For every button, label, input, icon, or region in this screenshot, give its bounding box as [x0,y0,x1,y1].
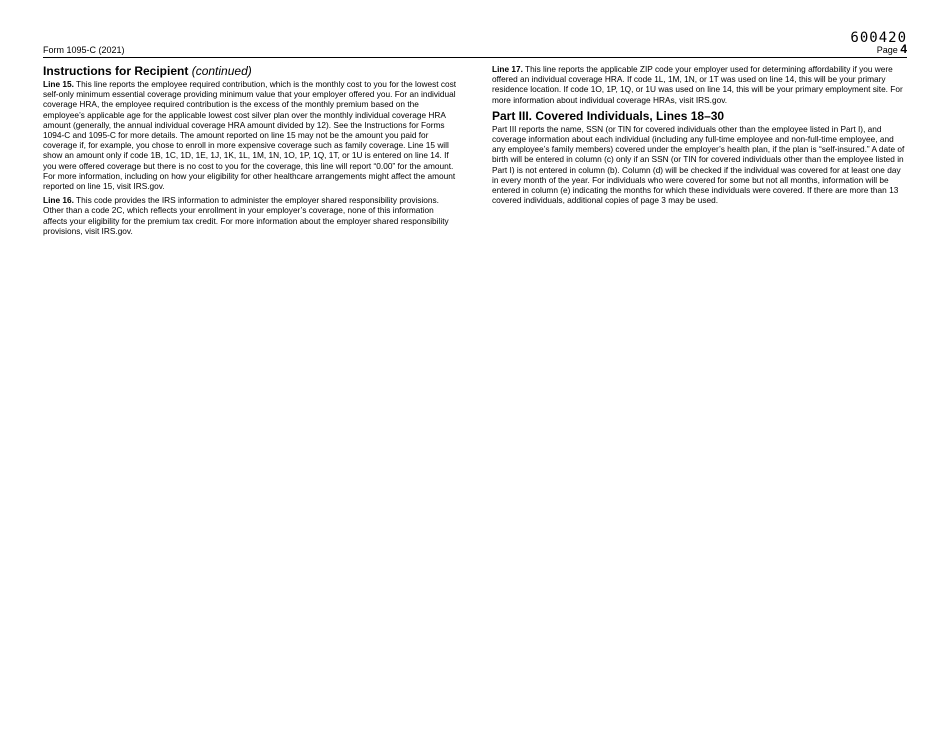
page-indicator [877,42,907,56]
line-17-label: Line 17. [492,64,523,74]
paragraph-line-16 [43,195,457,236]
page-label: Page [876,45,898,55]
section-heading-instructions [43,64,457,78]
line-15-text: This line reports the employee required contribution, which is the monthly cost to you for the lowest cost self-only minimum essential coverage providing minimum value that your employer offered you. For an individual coverage HRA, the employee required contribution is the excess of the monthly premium based on the employee’s applicable age for the applicable lowest cost silver plan over the monthly individual coverage HRA amount (generally, the annual individual coverage HRA amount divided by 12). See the Instructions for Forms 1094-C and 1095-C for more details. The amount reported on line 15 may not be the amount you paid for coverage if, for example, you chose to enroll in more expensive coverage such as family coverage. Line 15 will show an amount only if code 1B, 1C, 1D, 1E, 1J, 1K, 1L, 1M, 1N, 1O, 1P, 1Q, 1T, or 1U is entered on line 14. If you were offered coverage but there is no cost to you for the coverage, this line will report “0.00” for the amount. For more information, including on how your eligibility for other healthcare arrangements might affect the amount reported on line 15, visit IRS.gov. [43,79,457,192]
line-17-text: This line reports the applicable ZIP code your employer used for determining affordability if you were offered an individual coverage HRA. If code 1L, 1M, 1N, or 1T was used on line 14, this will be your primary residence location. If code 1O, 1P, 1Q, or 1U was used on line 14, this will be your primary employment site. For more information about individual coverage HRAs, visit IRS.gov. [492,64,903,105]
heading-text: Instructions for Recipient [43,64,189,78]
line-15-label: Line 15. [43,79,74,89]
line-16-text: This code provides the IRS information to administer the employer shared responsibility provisions. Other than a code 2C, which reflects your enrollment in your employer’s coverage, none of this information affects your eligibility for the premium tax credit. For more information about the employer shared responsibility provisions, visit IRS.gov. [43,195,449,236]
form-id-code: 600420 [850,30,907,46]
section-heading-part-3: Part III. Covered Individuals, Lines 18–30 [492,108,725,123]
heading-suffix: (continued) [191,64,252,78]
left-column [43,64,457,240]
page-header [43,43,907,58]
form-name: Form 1095-C (2021) [43,45,125,55]
page-number: 4 [900,42,907,56]
right-column [492,64,906,209]
line-16-label: Line 16. [43,195,74,206]
paragraph-part-3: Part III reports the name, SSN (or TIN for covered individuals other than the employee listed in Part I), and coverage information about each individual (including any full-time employee and non-full-time employee, and any employee’s family members) covered under the employer’s health plan, if the plan is “self-insured.” A date of birth will be entered in column (c) only if an SSN (or TIN for covered individuals other than the employee listed in Part I) is not entered in column (b). Column (d) will be checked if the individual was covered for at least one day in every month of the year. For individuals who were covered for some but not all months, information will be entered in column (e) indicating the months for which these individuals were covered. If there are more than 13 covered individuals, additional copies of page 3 may be used. [492,123,905,206]
paragraph-line-17 [492,64,906,105]
paragraph-line-15 [43,79,457,191]
